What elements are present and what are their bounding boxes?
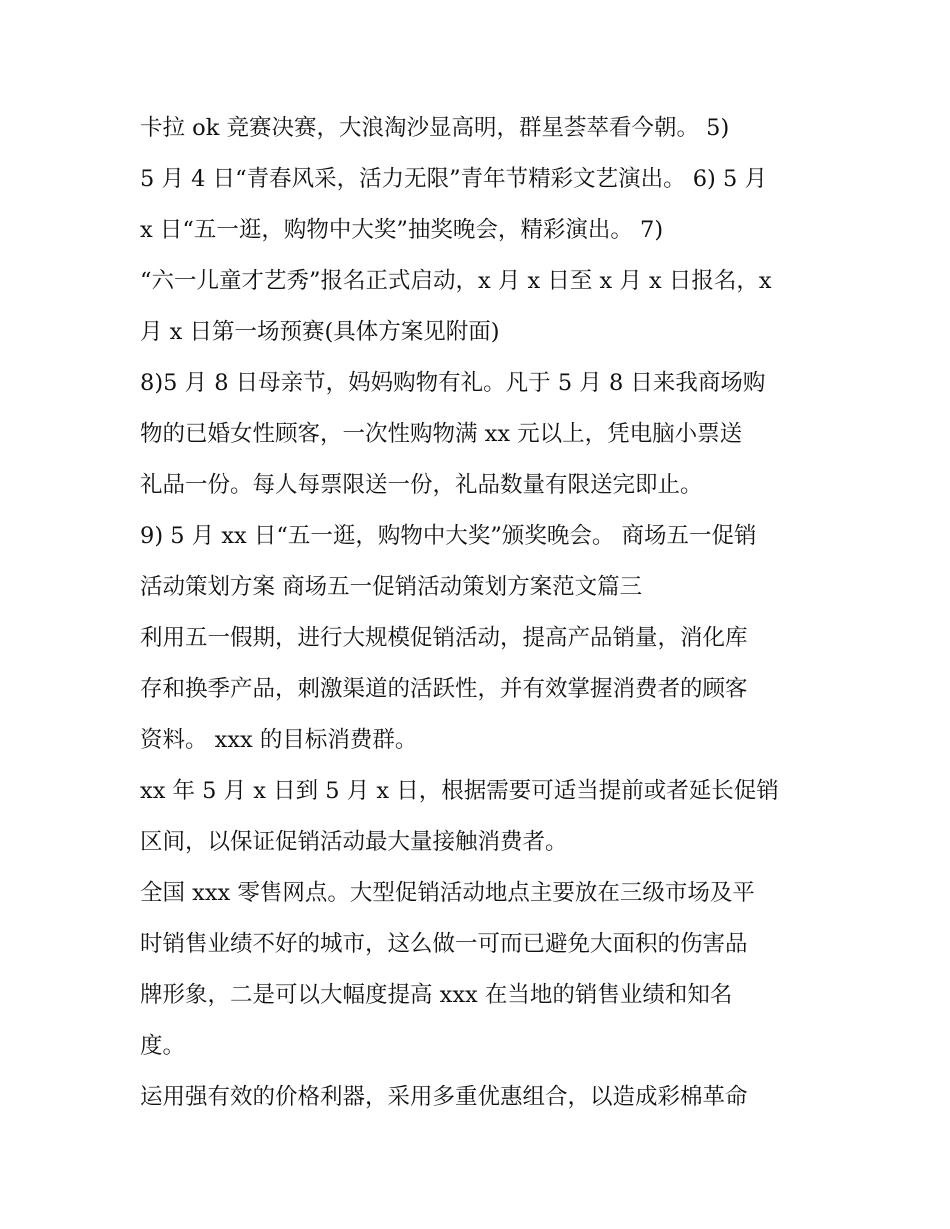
text-line: 利用五一假期，进行大规模促销活动，提高产品销量，消化库 — [140, 625, 748, 651]
text-line: 月 x 日第一场预赛(具体方案见附面) — [140, 319, 500, 345]
text-line: 5 月 4 日“青春风采，活力无限”青年节精彩文艺演出。 6) 5 月 — [140, 166, 767, 192]
text-line: 物的已婚女性顾客，一次性购物满 xx 元以上，凭电脑小票送 — [140, 421, 743, 447]
text-line: “六一儿童才艺秀”报名正式启动，x 月 x 日至 x 月 x 日报名，x — [140, 268, 772, 294]
text-line: 区间，以保证促销活动最大量接触消费者。 — [140, 829, 568, 855]
text-line: xx 年 5 月 x 日到 5 月 x 日，根据需要可适当提前或者延长促销 — [140, 778, 779, 804]
text-line: 度。 — [140, 1033, 186, 1059]
text-line: 存和换季产品，刺激渠道的活跃性，并有效掌握消费者的顾客 — [140, 676, 748, 702]
text-line: x 日“五一逛，购物中大奖”抽奖晚会，精彩演出。 7) — [140, 217, 664, 243]
text-line: 活动策划方案 商场五一促销活动策划方案范文篇三 — [140, 574, 643, 600]
text-line: 时销售业绩不好的城市，这么做一可而已避免大面积的伤害品 — [140, 931, 748, 957]
text-line: 全国 xxx 零售网点。大型促销活动地点主要放在三级市场及平 — [140, 880, 755, 906]
text-line: 8)5 月 8 日母亲节，妈妈购物有礼。凡于 5 月 8 日来我商场购 — [140, 370, 766, 396]
text-line: 牌形象，二是可以大幅度提高 xxx 在当地的销售业绩和知名 — [140, 982, 733, 1008]
text-line: 礼品一份。每人每票限送一份，礼品数量有限送完即止。 — [140, 472, 703, 498]
document-body — [140, 108, 820, 1128]
text-line: 9) 5 月 xx 日“五一逛，购物中大奖”颁奖晚会。 商场五一促销 — [140, 523, 757, 549]
text-line: 卡拉 ok 竞赛决赛，大浪淘沙显高明，群星荟萃看今朝。 5) — [140, 115, 730, 141]
text-line: 资料。 xxx 的目标消费群。 — [140, 727, 418, 753]
text-line: 运用强有效的价格利器，采用多重优惠组合，以造成彩棉革命 — [140, 1084, 748, 1110]
